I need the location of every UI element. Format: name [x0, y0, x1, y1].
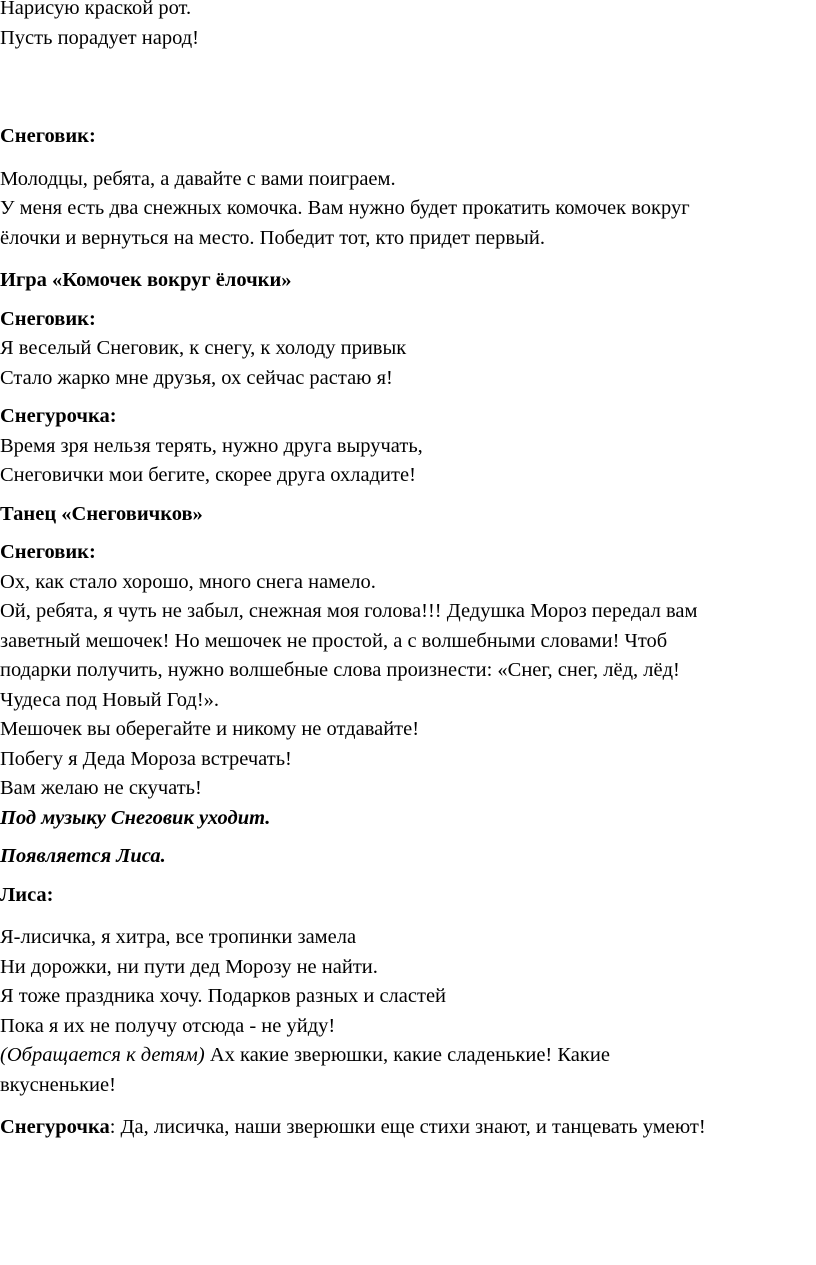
- text-line: Снеговички мои бегите, скорее друга охладите!: [0, 464, 416, 486]
- text-line: Пока я их не получу отсюда - не уйду!: [0, 1014, 336, 1037]
- speaker-heading: Снеговик:: [0, 541, 96, 563]
- text-run: Ах какие зверюшки, какие сладенькие! Какие: [204, 1044, 610, 1066]
- speaker-heading: Снеговик:: [0, 125, 96, 147]
- speaker-heading: Лиса:: [0, 883, 54, 906]
- text-line: Пусть порадует народ!: [0, 26, 199, 49]
- text-line: Нарисую краской рот.: [0, 0, 192, 19]
- stage-direction-inline: (Обращается к детям): [0, 1044, 205, 1066]
- text-line: [0, 1113, 812, 1143]
- text-line: Я веселый Снеговик, к снегу, к холоду привык: [0, 337, 407, 359]
- stage-direction: Под музыку Снеговик уходит.: [0, 806, 271, 829]
- text-line: Ой, ребята, я чуть не забыл, снежная моя голова!!! Дедушка Мороз передал вам: [0, 600, 698, 622]
- text-line: Стало жарко мне друзья, ох сейчас растаю я!: [0, 366, 393, 389]
- text-line: заветный мешочек! Но мешочек не простой, а с волшебными словами! Чтоб: [0, 629, 668, 652]
- text-line: Мешочек вы оберегайте и никому не отдавайте!: [0, 718, 420, 740]
- text-line: подарки получить, нужно волшебные слова произнести: «Снег, снег, лёд, лёд!: [0, 659, 680, 681]
- text-line: У меня есть два снежных комочка. Вам нужно будет прокатить комочек вокруг: [0, 197, 690, 219]
- text-line: Время зря нельзя терять, нужно друга выручать,: [0, 434, 423, 457]
- text-line: Молодцы, ребята, а давайте с вами поиграем.: [0, 167, 396, 190]
- text-line: Чудеса под Новый Год!».: [0, 688, 220, 711]
- text-line: ёлочки и вернуться на место. Победит тот, кто придет первый.: [0, 226, 545, 249]
- text-line: Побегу я Деда Мороза встречать!: [0, 747, 292, 770]
- section-heading: Танец «Снеговичков»: [0, 502, 203, 525]
- text-line: Я тоже праздника хочу. Подарков разных и сластей: [0, 985, 447, 1007]
- text-line: Вам желаю не скучать!: [0, 777, 202, 799]
- text-line: [0, 1041, 812, 1071]
- text-line: Я-лисичка, я хитра, все тропинки замела: [0, 926, 357, 948]
- text-line: вкусненькие!: [0, 1073, 116, 1096]
- stage-direction: Появляется Лиса.: [0, 845, 166, 867]
- speaker-heading: Снегурочка:: [0, 405, 117, 427]
- text-run: : Да, лисичка, наши зверюшки еще стихи знают, и танцевать умеют!: [109, 1116, 706, 1138]
- speaker-name-inline: Снегурочка: [0, 1116, 110, 1138]
- text-line: Ох, как стало хорошо, много снега намело.: [0, 570, 376, 593]
- speaker-heading: Снеговик:: [0, 307, 96, 330]
- section-heading: Игра «Комочек вокруг ёлочки»: [0, 269, 292, 291]
- text-line: Ни дорожки, ни пути дед Морозу не найти.: [0, 955, 378, 978]
